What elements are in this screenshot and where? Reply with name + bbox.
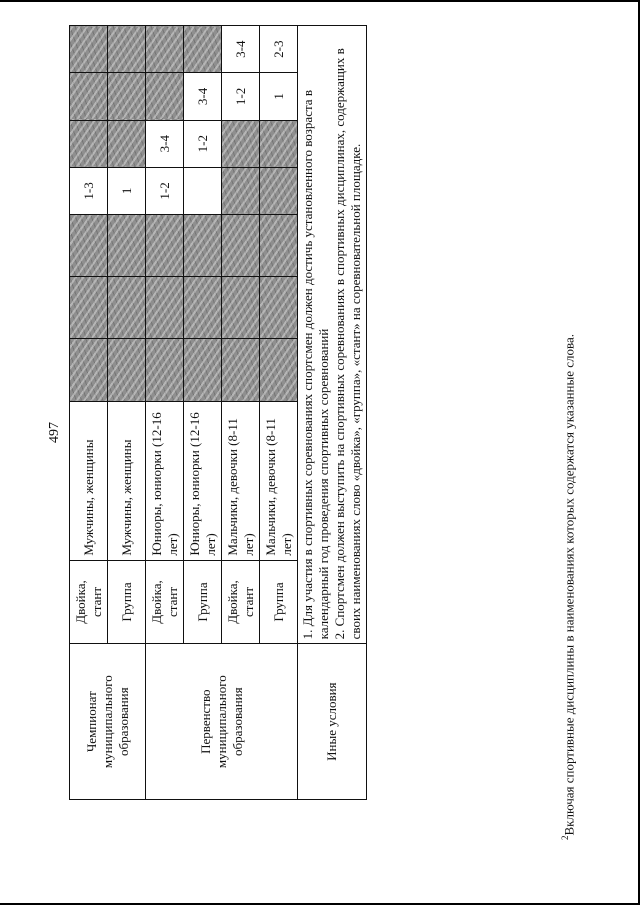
shaded-value-cell: [222, 277, 260, 339]
participants-cell: Мужчины, женщины: [70, 401, 108, 560]
shaded-value-cell: [70, 215, 108, 277]
shaded-value-cell: [146, 215, 184, 277]
shaded-value-cell: [260, 167, 298, 214]
shaded-value-cell: [260, 120, 298, 167]
place-value-cell: 1-2: [184, 120, 222, 167]
competition-level-cell: Чемпионат муниципального образования: [70, 644, 146, 800]
discipline-cell: Группа: [184, 560, 222, 644]
shaded-value-cell: [70, 277, 108, 339]
page-number: 497: [47, 422, 62, 443]
shaded-value-cell: [146, 26, 184, 73]
rotated-page-content: [47, 25, 587, 840]
shaded-value-cell: [108, 73, 146, 120]
participants-cell: Юниоры, юниорки (12-16 лет): [184, 401, 222, 560]
place-value-cell: 1-2: [222, 73, 260, 120]
rank-requirements-table: [69, 25, 367, 800]
discipline-cell: Группа: [260, 560, 298, 644]
shaded-value-cell: [108, 277, 146, 339]
table-row: [146, 26, 184, 800]
shaded-value-cell: [184, 339, 222, 401]
participants-cell: Мужчины, женщины: [108, 401, 146, 560]
place-value-cell: [184, 167, 222, 214]
place-value-cell: 2-3: [260, 26, 298, 73]
shaded-value-cell: [70, 120, 108, 167]
shaded-value-cell: [222, 339, 260, 401]
discipline-cell: Группа: [108, 560, 146, 644]
footnote-text: Включая спортивные дисциплины в наименованиях которых содержатся указанные слова.: [561, 334, 577, 836]
other-conditions-text: [298, 26, 367, 644]
shaded-value-cell: [108, 215, 146, 277]
other-conditions-label: Иные условия: [298, 644, 367, 800]
shaded-value-cell: [184, 277, 222, 339]
shaded-value-cell: [70, 26, 108, 73]
shaded-value-cell: [108, 26, 146, 73]
participants-cell: Юниоры, юниорки (12-16 лет): [146, 401, 184, 560]
place-value-cell: 3-4: [184, 73, 222, 120]
place-value-cell: 1-2: [146, 167, 184, 214]
place-value-cell: 3-4: [222, 26, 260, 73]
footnote-marker: 2: [560, 835, 570, 840]
table-row: [70, 26, 108, 800]
participants-cell: Мальчики, девочки (8-11 лет): [260, 401, 298, 560]
condition-item: 1. Для участия в спортивных соревнованиях спортсмен должен достичь установленного возраста в календарный год проведения спортивных соревнований: [300, 90, 331, 640]
place-value-cell: 1: [108, 167, 146, 214]
page-border-top: [0, 0, 640, 2]
place-value-cell: 1: [260, 73, 298, 120]
shaded-value-cell: [146, 339, 184, 401]
place-value-cell: 1-3: [70, 167, 108, 214]
shaded-value-cell: [260, 339, 298, 401]
shaded-value-cell: [184, 26, 222, 73]
shaded-value-cell: [260, 215, 298, 277]
discipline-cell: Двойка, стант: [70, 560, 108, 644]
shaded-value-cell: [222, 167, 260, 214]
shaded-value-cell: [222, 215, 260, 277]
shaded-value-cell: [108, 120, 146, 167]
shaded-value-cell: [222, 120, 260, 167]
footnote: [560, 25, 577, 840]
discipline-cell: Двойка, стант: [146, 560, 184, 644]
shaded-value-cell: [70, 73, 108, 120]
condition-item: 2. Спортсмен должен выступить на спортивных соревнованиях в спортивных дисциплинах, содержащих в своих наименованиях слово «двойка», «группа», «стант» на соревновательной площадке.: [332, 48, 363, 640]
place-value-cell: 3-4: [146, 120, 184, 167]
shaded-value-cell: [260, 277, 298, 339]
shaded-value-cell: [184, 215, 222, 277]
other-conditions-row: [298, 26, 367, 800]
shaded-value-cell: [146, 73, 184, 120]
discipline-cell: Двойка, стант: [222, 560, 260, 644]
shaded-value-cell: [108, 339, 146, 401]
shaded-value-cell: [146, 277, 184, 339]
participants-cell: Мальчики, девочки (8-11 лет): [222, 401, 260, 560]
competition-level-cell: Первенство муниципального образования: [146, 644, 298, 800]
shaded-value-cell: [70, 339, 108, 401]
